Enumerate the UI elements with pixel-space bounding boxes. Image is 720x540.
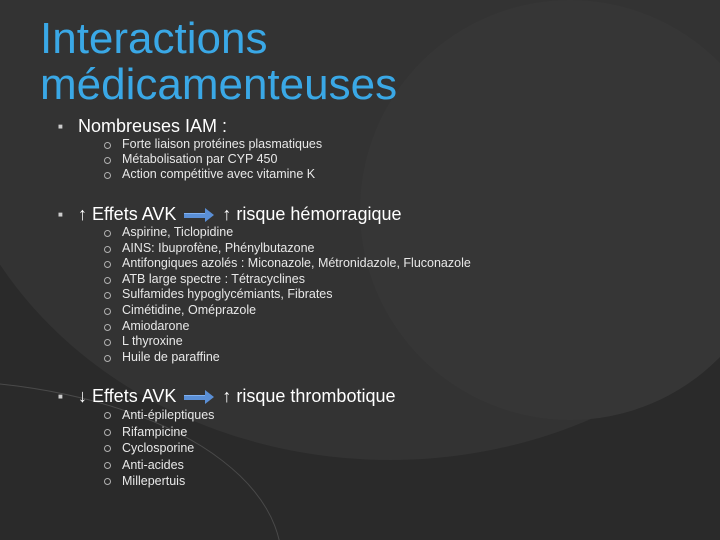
section-heading-decreased-effect [78,386,395,406]
circle-bullet-icon [104,292,111,299]
heading-right-text: ↑ risque hémorragique [222,204,402,224]
list-item: Amiodarone [104,319,471,335]
circle-bullet-icon [104,172,111,179]
list-item: Cimétidine, Oméprazole [104,303,471,319]
section-heading-increased-effect [78,204,402,224]
circle-bullet-icon [104,324,111,331]
circle-bullet-icon [104,412,111,419]
circle-bullet-icon [104,142,111,149]
right-arrow-icon [184,210,214,220]
list-item: Rifampicine [104,424,214,441]
list-iam-mechanisms [104,137,322,183]
circle-bullet-icon [104,308,111,315]
list-item: Sulfamides hypoglycémiants, Fibrates [104,287,471,303]
circle-bullet-icon [104,261,111,268]
list-increased-effect-drugs [104,225,471,365]
circle-bullet-icon [104,445,111,452]
square-bullet-icon: ■ [58,210,63,219]
list-item: L thyroxine [104,334,471,350]
list-item: Forte liaison protéines plasmatiques [104,137,322,152]
heading-left-text: ↑ Effets AVK [78,204,177,224]
section-heading-nombreuses-iam [78,116,227,136]
circle-bullet-icon [104,157,111,164]
list-item: Huile de paraffine [104,350,471,366]
circle-bullet-icon [104,478,111,485]
list-item: AINS: Ibuprofène, Phénylbutazone [104,241,471,257]
list-item: Antifongiques azolés : Miconazole, Métronidazole, Fluconazole [104,256,471,272]
title-line-2: médicamenteuses [40,60,398,109]
section-heading-text: Nombreuses IAM : [78,116,228,136]
heading-left-text: ↓ Effets AVK [78,386,177,406]
square-bullet-icon: ■ [58,392,63,401]
right-arrow-icon [184,392,214,402]
circle-bullet-icon [104,277,111,284]
title-line-1: Interactions [40,14,268,63]
circle-bullet-icon [104,230,111,237]
circle-bullet-icon [104,339,111,346]
circle-bullet-icon [104,246,111,253]
list-item: Métabolisation par CYP 450 [104,152,322,167]
list-item: Action compétitive avec vitamine K [104,167,322,182]
circle-bullet-icon [104,355,111,362]
square-bullet-icon: ■ [58,122,63,131]
circle-bullet-icon [104,462,111,469]
list-item: Millepertuis [104,473,214,490]
list-decreased-effect-drugs [104,407,214,490]
list-item: Anti-épileptiques [104,407,214,424]
list-item: ATB large spectre : Tétracyclines [104,272,471,288]
list-item: Cyclosporine [104,440,214,457]
circle-bullet-icon [104,429,111,436]
list-item: Anti-acides [104,457,214,474]
heading-right-text: ↑ risque thrombotique [222,386,396,406]
list-item: Aspirine, Ticlopidine [104,225,471,241]
slide-title [40,16,397,108]
